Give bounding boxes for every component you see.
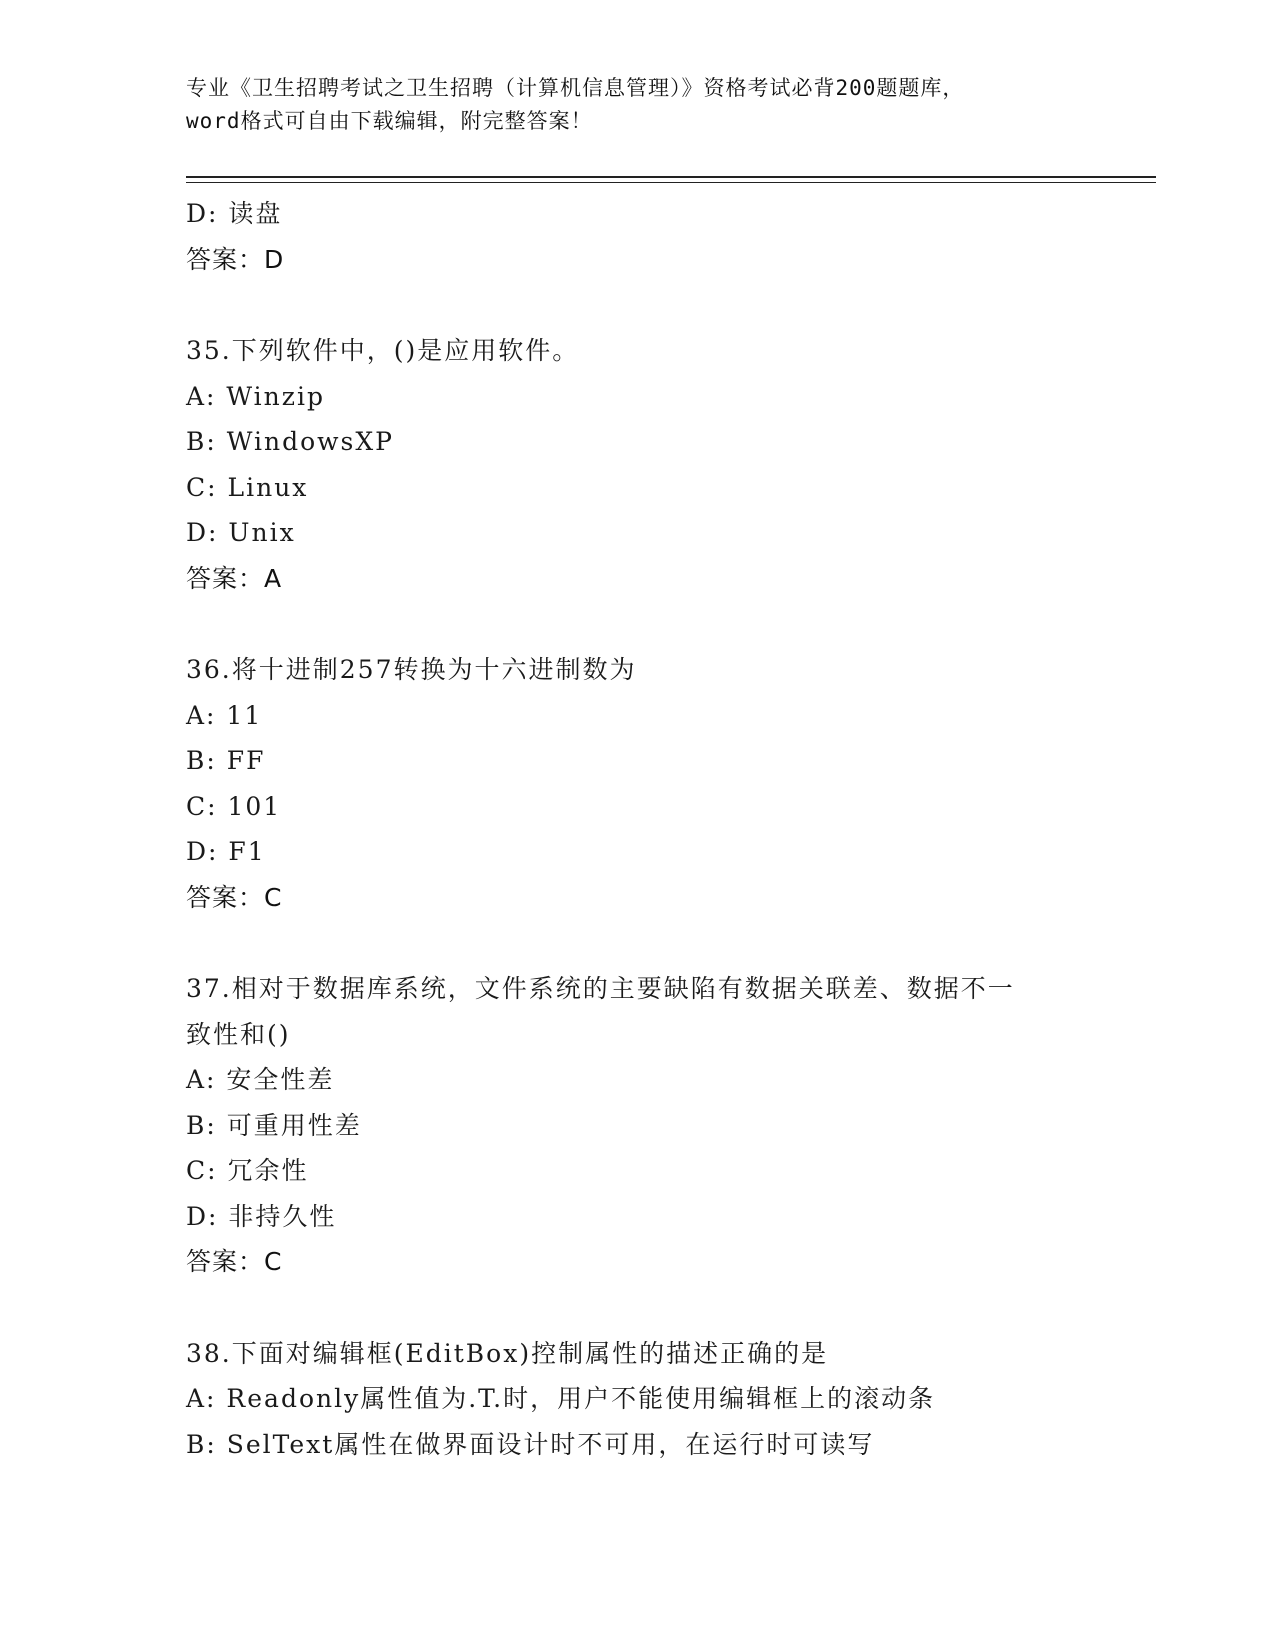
header-title-line-1: 专业《卫生招聘考试之卫生招聘（计算机信息管理）》资格考试必背200题题库， [186, 76, 965, 100]
option-b: B: 可重用性差 [186, 1110, 362, 1140]
question-text-line-1: 37.相对于数据库系统，文件系统的主要缺陷有数据关联差、数据不一 [186, 974, 1015, 1003]
option-a: A: Readonly属性值为.T.时，用户不能使用编辑框上的滚动条 [186, 1384, 936, 1413]
option-d: D: F1 [186, 837, 266, 866]
spacer [186, 601, 1126, 647]
option-a: A: 安全性差 [186, 1065, 335, 1094]
option-d: D: Unix [186, 518, 296, 547]
spacer [186, 1285, 1126, 1331]
answer-line: 答案：C [186, 882, 283, 912]
question-36 [186, 647, 1126, 920]
spacer [186, 282, 1126, 328]
option-a: A: Winzip [186, 381, 325, 411]
question-text-line-2: 致性和() [186, 1019, 291, 1049]
answer-line: 答案：D [186, 244, 285, 274]
answer-line: 答案：C [186, 1247, 283, 1276]
option-d: D: 非持久性 [186, 1201, 337, 1231]
header-divider-thick [186, 176, 1156, 178]
question-text: 36.将十进制257转换为十六进制数为 [186, 655, 637, 684]
option-b: B: FF [186, 746, 266, 775]
question-text: 38.下面对编辑框(EditBox)控制属性的描述正确的是 [186, 1338, 829, 1368]
answer-line: 答案：A [186, 563, 283, 593]
question-37 [186, 966, 1126, 1285]
document-header [186, 72, 1086, 138]
spacer [186, 920, 1126, 966]
option-c: C: 101 [186, 791, 282, 821]
option-c: C: 冗余性 [186, 1156, 309, 1185]
option-b: B: WindowsXP [186, 427, 394, 456]
question-38 [186, 1331, 1126, 1468]
question-text: 35.下列软件中，()是应用软件。 [186, 336, 580, 365]
option-c: C: Linux [186, 472, 309, 502]
option-a: A: 11 [186, 700, 263, 730]
option-d: D: 读盘 [186, 199, 283, 228]
question-34-fragment [186, 191, 1126, 282]
question-35 [186, 328, 1126, 601]
option-b: B: SelText属性在做界面设计时不可用，在运行时可读写 [186, 1429, 875, 1459]
header-title-line-2: word格式可自由下载编辑，附完整答案！ [186, 109, 593, 133]
header-divider-thin [186, 182, 1156, 183]
question-list [186, 191, 1126, 1467]
